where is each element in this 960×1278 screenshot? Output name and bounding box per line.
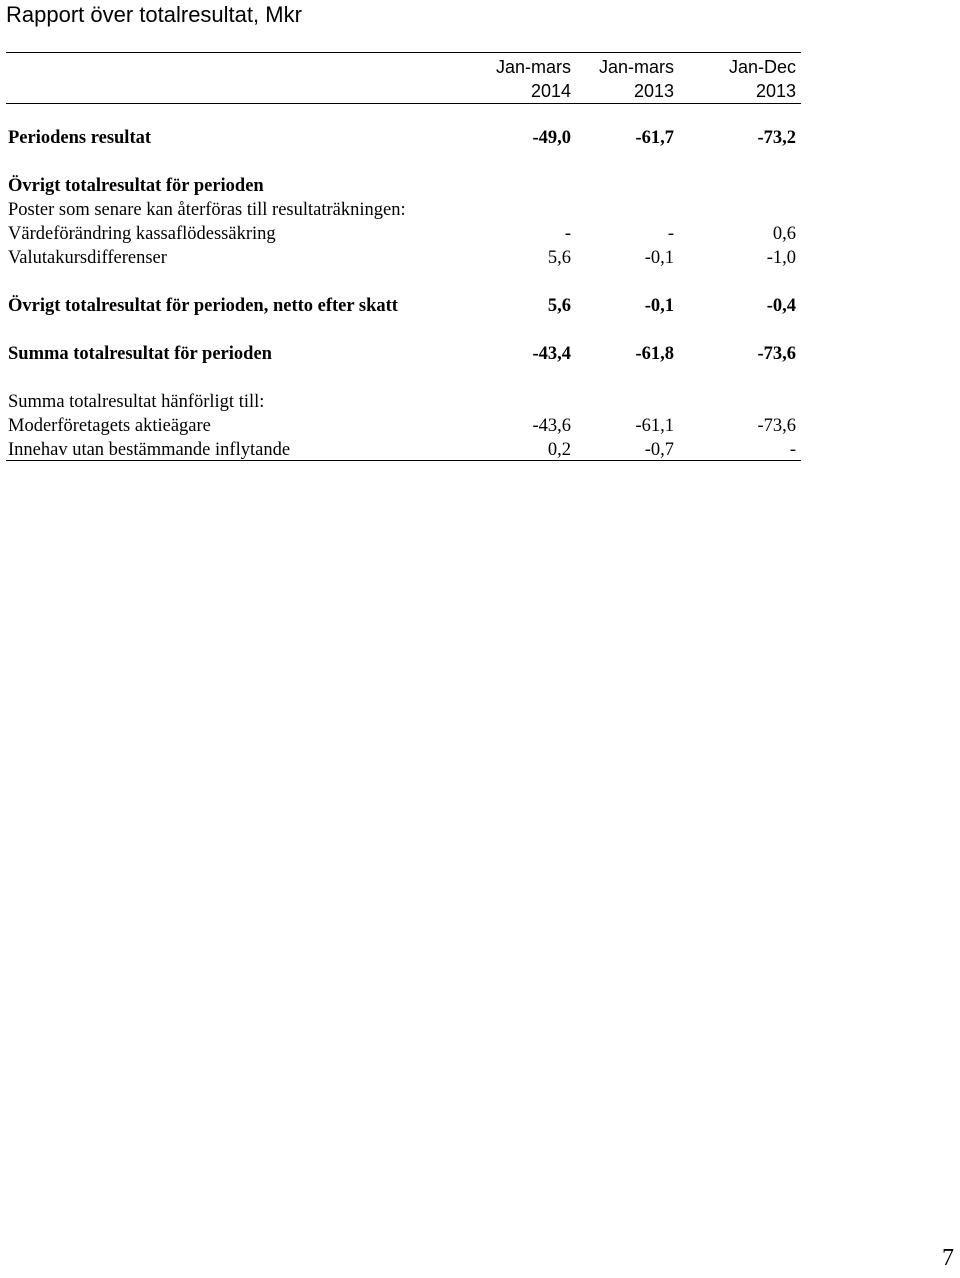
row-label: Valutakursdifferenser xyxy=(8,248,167,268)
row-label: Periodens resultat xyxy=(8,128,152,148)
top-rule xyxy=(6,52,801,53)
row-value: 5,6 xyxy=(547,296,571,316)
page-number: 7 xyxy=(942,1245,954,1271)
row-label: Övrigt totalresultat för perioden, netto efter skatt xyxy=(8,296,398,316)
column-header-1-period: Jan-mars xyxy=(495,57,571,77)
row-value: -0,1 xyxy=(644,296,674,316)
row-value: 0,6 xyxy=(772,224,796,244)
row-value: -73,2 xyxy=(757,128,796,148)
row-label: Moderföretagets aktieägare xyxy=(8,416,211,436)
table-row xyxy=(8,294,798,318)
row-label: Summa totalresultat för perioden xyxy=(8,344,272,364)
row-label: Värdeförändring kassaflödessäkring xyxy=(8,224,276,244)
report-title: Rapport över totalresultat, Mkr xyxy=(6,2,302,27)
row-value: -49,0 xyxy=(532,128,571,148)
table-row xyxy=(8,390,798,414)
row-value: -73,6 xyxy=(757,344,796,364)
row-label: Summa totalresultat hänförligt till: xyxy=(8,392,265,412)
table-row xyxy=(8,342,798,366)
column-header-1-year: 2014 xyxy=(530,81,571,101)
table-row xyxy=(8,222,798,246)
column-header-3-period: Jan-Dec xyxy=(728,57,796,77)
row-value: -73,6 xyxy=(757,416,796,436)
bottom-rule xyxy=(6,460,801,461)
table-row xyxy=(8,438,798,462)
row-label: Innehav utan bestämmande inflytande xyxy=(8,440,291,460)
row-value: -61,1 xyxy=(635,416,674,436)
row-value: -43,4 xyxy=(532,344,571,364)
row-label: Poster som senare kan återföras till resultaträkningen: xyxy=(8,200,406,220)
column-header-2-year: 2013 xyxy=(633,81,674,101)
row-value: 0,2 xyxy=(547,440,571,460)
row-value: - xyxy=(789,440,796,460)
row-label: Övrigt totalresultat för perioden xyxy=(8,176,264,196)
column-header-3-year: 2013 xyxy=(755,81,796,101)
row-value: - xyxy=(667,224,674,244)
table-row xyxy=(8,198,798,222)
row-value: -43,6 xyxy=(532,416,571,436)
table-row xyxy=(8,126,798,150)
row-value: 5,6 xyxy=(547,248,571,268)
table-row xyxy=(8,174,798,198)
row-value: -61,8 xyxy=(635,344,674,364)
row-value: -0,7 xyxy=(644,440,674,460)
header-rule xyxy=(6,103,801,104)
column-header-2-period: Jan-mars xyxy=(598,57,674,77)
table-row xyxy=(8,246,798,270)
row-value: -0,1 xyxy=(644,248,674,268)
table-row xyxy=(8,414,798,438)
row-value: -0,4 xyxy=(766,296,796,316)
row-value: -1,0 xyxy=(766,248,796,268)
row-value: - xyxy=(564,224,571,244)
row-value: -61,7 xyxy=(635,128,674,148)
